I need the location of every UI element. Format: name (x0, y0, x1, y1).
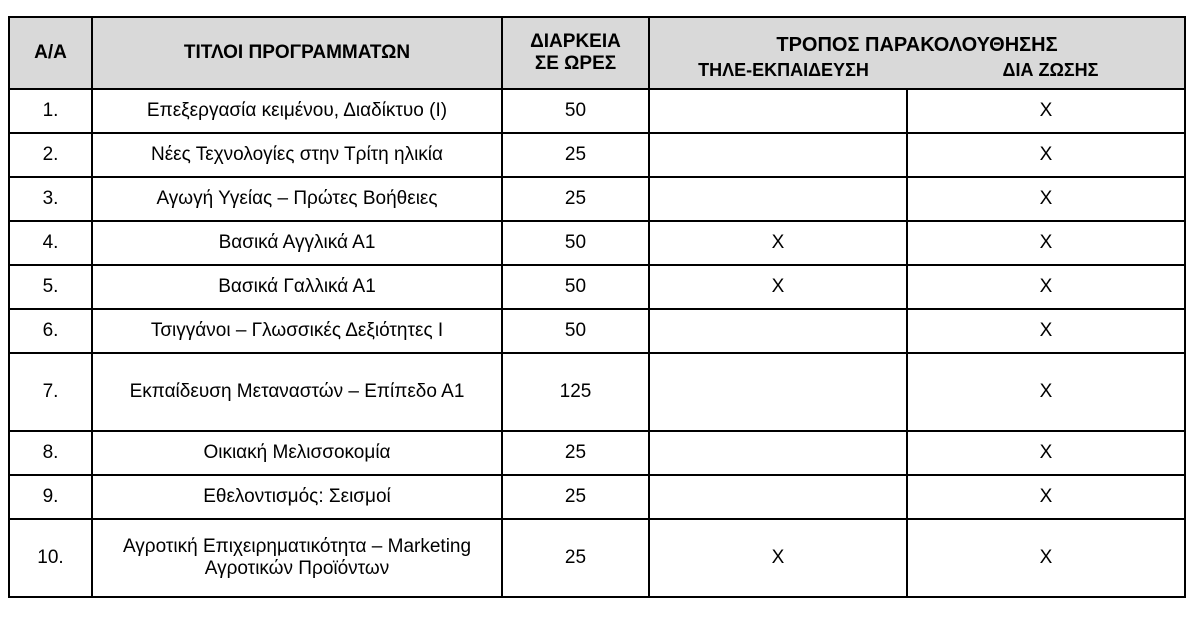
cell-hours: 25 (502, 431, 649, 475)
cell-remote (649, 133, 907, 177)
cell-remote (649, 89, 907, 133)
cell-hours: 25 (502, 475, 649, 519)
header-titles: ΤΙΤΛΟΙ ΠΡΟΓΡΑΜΜΑΤΩΝ (92, 17, 502, 89)
cell-remote: Χ (649, 221, 907, 265)
cell-remote (649, 353, 907, 431)
cell-hours: 25 (502, 519, 649, 597)
cell-inperson: Χ (907, 89, 1185, 133)
cell-title: Εκπαίδευση Μεταναστών – Επίπεδο Α1 (92, 353, 502, 431)
table-row (9, 89, 1185, 133)
cell-title: Επεξεργασία κειμένου, Διαδίκτυο (Ι) (92, 89, 502, 133)
header-inperson: ΔΙΑ ΖΩΣΗΣ (1002, 60, 1099, 80)
cell-aa: 5. (9, 265, 92, 309)
table-row (9, 309, 1185, 353)
header-duration-line1: ΔΙΑΡΚΕΙΑ (530, 31, 621, 52)
header-duration-line2: ΣΕ ΩΡΕΣ (534, 53, 617, 74)
header-remote: ΤΗΛΕ-ΕΚΠΑΙΔΕΥΣΗ (698, 60, 869, 80)
cell-inperson: Χ (907, 133, 1185, 177)
cell-remote: Χ (649, 265, 907, 309)
cell-inperson: Χ (907, 309, 1185, 353)
table-row (9, 221, 1185, 265)
cell-title: Αγροτική Επιχειρηματικότητα – Marketing Αγροτικών Προϊόντων (92, 519, 502, 597)
cell-title: Βασικά Γαλλικά Α1 (92, 265, 502, 309)
cell-title: Τσιγγάνοι – Γλωσσικές Δεξιότητες Ι (92, 309, 502, 353)
cell-hours: 50 (502, 221, 649, 265)
programs-table (8, 16, 1186, 598)
cell-aa: 2. (9, 133, 92, 177)
cell-hours: 50 (502, 265, 649, 309)
cell-aa: 10. (9, 519, 92, 597)
cell-hours: 125 (502, 353, 649, 431)
cell-inperson: Χ (907, 177, 1185, 221)
table-row (9, 133, 1185, 177)
table-row (9, 475, 1185, 519)
cell-hours: 25 (502, 133, 649, 177)
cell-hours: 50 (502, 89, 649, 133)
cell-hours: 25 (502, 177, 649, 221)
cell-aa: 3. (9, 177, 92, 221)
cell-remote (649, 309, 907, 353)
cell-title: Εθελοντισμός: Σεισμοί (92, 475, 502, 519)
cell-title: Νέες Τεχνολογίες στην Τρίτη ηλικία (92, 133, 502, 177)
header-aa: Α/Α (9, 17, 92, 89)
table-row (9, 177, 1185, 221)
cell-remote (649, 431, 907, 475)
header-duration (502, 17, 649, 89)
cell-title: Οικιακή Μελισσοκομία (92, 431, 502, 475)
cell-aa: 8. (9, 431, 92, 475)
cell-aa: 7. (9, 353, 92, 431)
table-row (9, 519, 1185, 597)
table-row (9, 431, 1185, 475)
table-row (9, 265, 1185, 309)
cell-hours: 50 (502, 309, 649, 353)
cell-title: Βασικά Αγγλικά Α1 (92, 221, 502, 265)
cell-inperson: Χ (907, 221, 1185, 265)
table-header-row (9, 17, 1185, 89)
cell-aa: 4. (9, 221, 92, 265)
cell-inperson: Χ (907, 519, 1185, 597)
cell-remote: Χ (649, 519, 907, 597)
cell-remote (649, 475, 907, 519)
cell-aa: 9. (9, 475, 92, 519)
table-row (9, 353, 1185, 431)
cell-inperson: Χ (907, 353, 1185, 431)
cell-title: Αγωγή Υγείας – Πρώτες Βοήθειες (92, 177, 502, 221)
cell-aa: 1. (9, 89, 92, 133)
cell-inperson: Χ (907, 475, 1185, 519)
cell-remote (649, 177, 907, 221)
header-mode (649, 17, 1185, 89)
header-mode-title: ΤΡΟΠΟΣ ΠΑΡΑΚΟΛΟΥΘΗΣΗΣ (776, 34, 1058, 56)
cell-aa: 6. (9, 309, 92, 353)
cell-inperson: Χ (907, 431, 1185, 475)
cell-inperson: Χ (907, 265, 1185, 309)
